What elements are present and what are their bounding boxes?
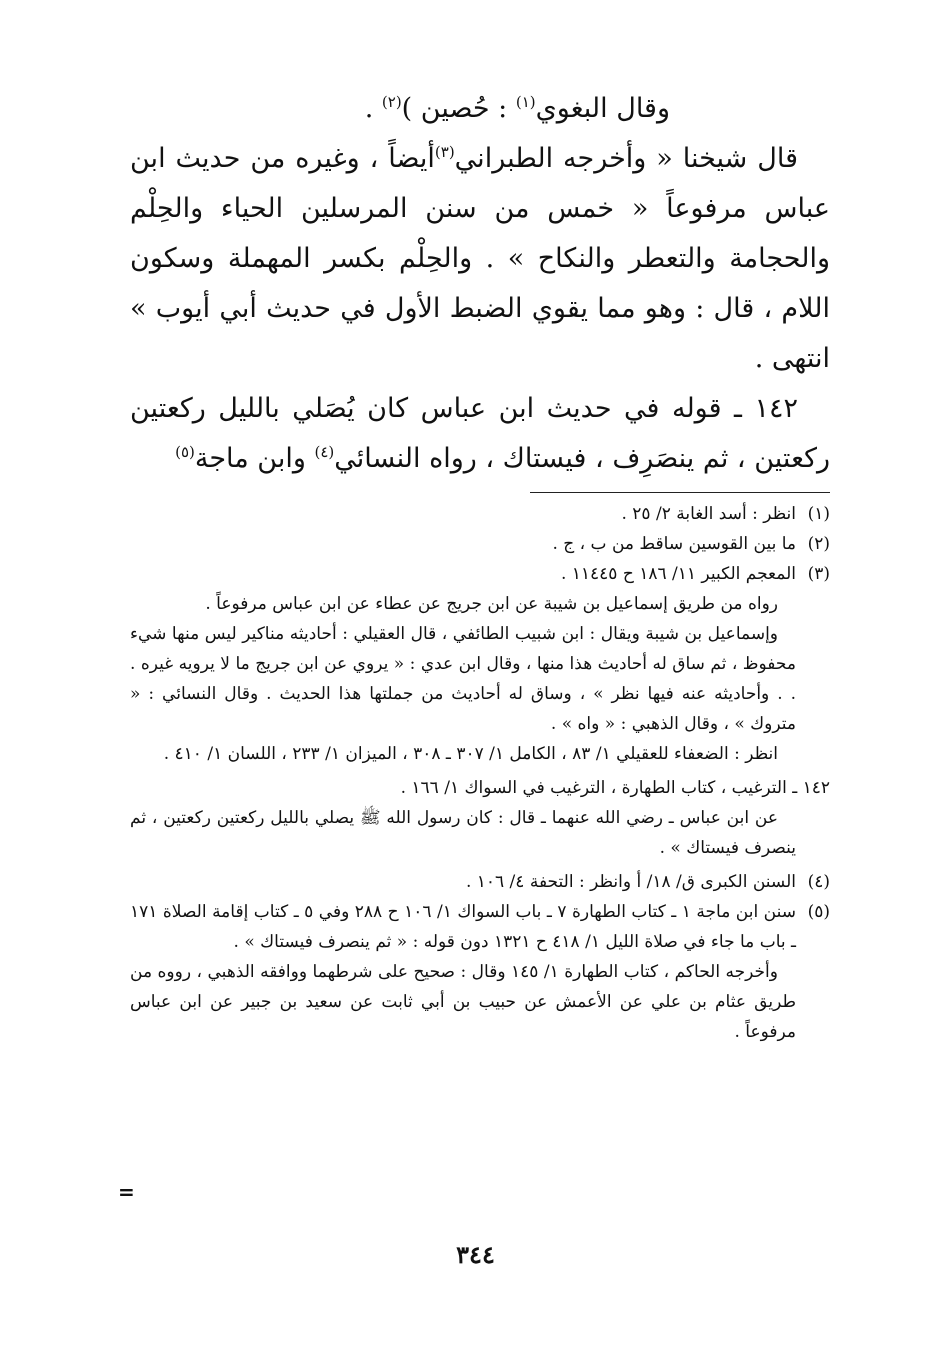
text-span: : حُصين ) (401, 93, 516, 124)
footnote-3-paragraph-1: رواه من طريق إسماعيل بن شيبة عن ابن جريج عن عطاء عن ابن عباس مرفوعاً . (205, 594, 778, 614)
footnotes (130, 499, 830, 1047)
main-text (130, 84, 830, 484)
footnote-142-paragraph-1: عن ابن عباس ـ رضي الله عنهما ـ قال : كان رسول الله ﷺ يصلي بالليل ركعتين ركعتين ، ثم ينصرف فيستاك » . (130, 808, 796, 858)
footnote-text: انظر : أسد الغابة ٢/ ٢٥ . (621, 504, 796, 524)
text-span: وابن ماجة (194, 443, 315, 474)
footnote-number: (٥) (807, 902, 830, 922)
text-span: ١٤٢ ـ قوله في حديث ابن عباس كان يُصَلي بالليل ركعتين ركعتين ، ثم ينصَرِف ، فيستاك ، رواه النسائي (130, 393, 830, 474)
footnote-4 (130, 867, 830, 897)
footnote-2 (130, 529, 830, 559)
footnote-text: سنن ابن ماجة ١ ـ كتاب الطهارة ٧ ـ باب السواك ١/ ١٠٦ ح ٢٨٨ وفي ٥ ـ كتاب إقامة الصلاة ١٧١ ـ باب ما جاء في صلاة الليل ١/ ٤١٨ ح ١٣٢١ دون قوله : « ثم ينصرف فيستاك » . (130, 902, 796, 952)
footnote-text: المعجم الكبير ١١/ ١٨٦ ح ١١٤٤٥ . (560, 564, 796, 584)
footnote-number: (١) (807, 504, 830, 524)
continuation-marker: = (118, 1180, 135, 1204)
text-span: أيضاً ، وغيره من حديث ابن عباس مرفوعاً « خمس من سنن المرسلين الحياء والحِلْم والحجامة والتعطر والنكاح » . والحِلْم بكسر المهملة وسكون اللام ، قال : وهو مما يقوي الضبط الأول في حديث أبي أيوب » انتهى . (130, 143, 830, 374)
text-span: . (364, 93, 382, 124)
footnote-ref-4[interactable]: (٤) (314, 443, 335, 461)
footnote-5-paragraph-1: وأخرجه الحاكم ، كتاب الطهارة ١/ ١٤٥ وقال : صحيح على شرطهما ووافقه الذهبي ، رووه من طريق عثام بن علي عن الأعمش عن حبيب بن أبي ثابت عن سعيد بن جبير عن ابن عباس مرفوعاً . (130, 962, 796, 1042)
footnote-number: (٤) (807, 872, 830, 892)
footnote-ref-3[interactable]: (٣) (434, 143, 455, 161)
footnote-1 (130, 499, 830, 529)
footnote-ref-1[interactable]: (١) (515, 93, 536, 111)
footnote-number: (٢) (807, 534, 830, 554)
footnote-3-paragraph-3: انظر : الضعفاء للعقيلي ١/ ٨٣ ، الكامل ١/ ٣٠٧ ـ ٣٠٨ ، الميزان ١/ ٢٣٣ ، اللسان ١/ ٤١٠ . (163, 744, 778, 764)
footnote-3 (130, 559, 830, 589)
main-paragraph-3 (130, 384, 830, 484)
text-span: قال شيخنا « وأخرجه الطبراني (454, 143, 798, 174)
main-paragraph-2 (130, 134, 830, 384)
page-content (130, 84, 830, 1047)
footnote-ref-5[interactable]: (٥) (175, 443, 195, 461)
footnote-ref-2[interactable]: (٢) (381, 93, 402, 111)
page-number: ٣٤٤ (456, 1240, 495, 1269)
main-line-1 (130, 84, 830, 134)
footnote-text: ما بين القوسين ساقط من ب ، ج . (552, 534, 796, 554)
text-span: وقال البغوي (535, 93, 670, 124)
footnote-142 (130, 773, 830, 803)
footnote-5 (130, 897, 830, 957)
footnote-text: ١٤٢ ـ الترغيب ، كتاب الطهارة ، الترغيب في السواك ١/ ١٦٦ . (400, 778, 830, 798)
footnote-number: (٣) (807, 564, 830, 584)
footnote-separator (530, 492, 830, 493)
footnote-text: السنن الكبرى ق/ ١٨/ أ وانظر : التحفة ٤/ ١٠٦ . (465, 872, 796, 892)
footnote-3-paragraph-2: وإسماعيل بن شيبة ويقال : ابن شبيب الطائفي ، قال العقيلي : أحاديثه مناكير ليس منها شيء محفوظ ، ثم ساق له أحاديث هذا منها ، وقال ابن عدي : « يروي عن ابن جريج ما لا يرويه غيره . . . وأحاديثه عنه فيها نظر » ، وساق له أحاديث من جملتها هذا الحديث . وقال النسائي : « متروك » ، وقال الذهبي : « واه » . (130, 624, 796, 734)
